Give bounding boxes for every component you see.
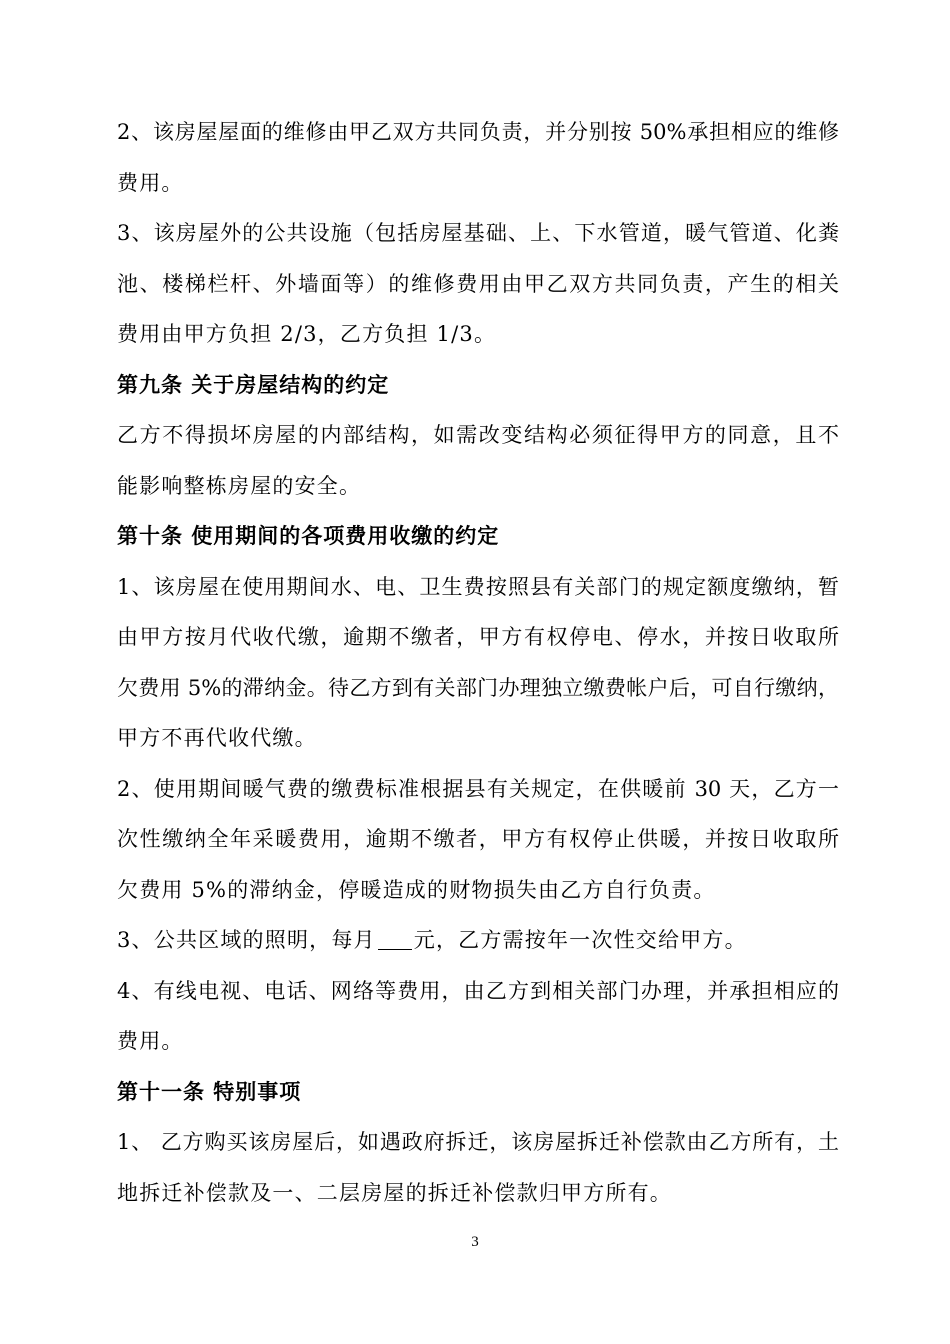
paragraph-line: 1、 乙方购买该房屋后，如遇政府拆迁，该房屋拆迁补偿款由乙方所有，土 [117, 1130, 839, 1154]
text-after-blank: 元，乙方需按年一次性交给甲方。 [413, 928, 747, 952]
paragraph-line: 2、使用期间暖气费的缴费标准根据县有关规定，在供暖前 30 天，乙方一 [117, 777, 839, 801]
paragraph-line: 池、楼梯栏杆、外墙面等）的维修费用由甲乙双方共同负责，产生的相关 [117, 272, 839, 296]
paragraph-line: 甲方不再代收代缴。 [117, 726, 317, 750]
section-heading: 第十条 使用期间的各项费用收缴的约定 [117, 524, 500, 548]
paragraph-line: 乙方不得损坏房屋的内部结构，如需改变结构必须征得甲方的同意，且不 [117, 423, 839, 447]
section-heading: 第九条 关于房屋结构的约定 [117, 373, 390, 397]
paragraph-line: 费用由甲方负担 2/3，乙方负担 1/3。 [117, 322, 497, 346]
text-before-blank: 3、公共区域的照明，每月 [117, 928, 376, 952]
paragraph-line: 1、该房屋在使用期间水、电、卫生费按照县有关部门的规定额度缴纳，暂 [117, 575, 839, 599]
section-heading: 第十一条 特别事项 [117, 1080, 302, 1104]
paragraph-line: 由甲方按月代收代缴，逾期不缴者，甲方有权停电、停水，并按日收取所 [117, 625, 839, 649]
paragraph-line: 4、有线电视、电话、网络等费用，由乙方到相关部门办理，并承担相应的 [117, 979, 839, 1003]
paragraph-line: 费用。 [117, 1029, 184, 1053]
paragraph-line: 欠费用 5%的滞纳金，停暖造成的财物损失由乙方自行负责。 [117, 878, 716, 902]
paragraph-line: 地拆迁补偿款及一、二层房屋的拆迁补偿款归甲方所有。 [117, 1181, 672, 1205]
paragraph-line: 能影响整栋房屋的安全。 [117, 474, 362, 498]
paragraph-line-with-blank [117, 925, 747, 955]
page-number: 3 [471, 1234, 479, 1250]
fill-in-blank[interactable] [378, 927, 412, 950]
paragraph-line: 欠费用 5%的滞纳金。待乙方到有关部门办理独立缴费帐户后，可自行缴纳， [117, 676, 839, 700]
paragraph-line: 3、该房屋外的公共设施（包括房屋基础、上、下水管道，暖气管道、化粪 [117, 221, 839, 245]
paragraph-line: 2、该房屋屋面的维修由甲乙双方共同负责，并分别按 50%承担相应的维修 [117, 120, 839, 144]
paragraph-line: 费用。 [117, 171, 184, 195]
paragraph-line: 次性缴纳全年采暖费用，逾期不缴者，甲方有权停止供暖，并按日收取所 [117, 827, 839, 851]
